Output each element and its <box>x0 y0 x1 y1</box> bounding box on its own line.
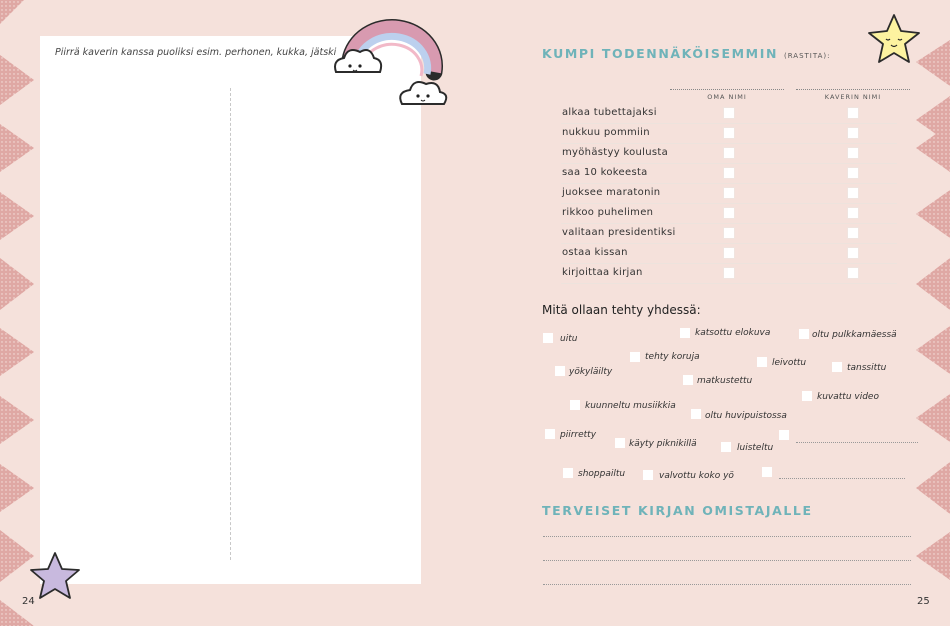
activity-label: piirretty <box>560 430 597 440</box>
drawing-divider <box>230 88 231 560</box>
likely-label: rikkoo puhelimen <box>562 207 654 218</box>
friend-name-line[interactable] <box>796 89 910 90</box>
greetings-line[interactable] <box>543 584 911 585</box>
activity-blank-line[interactable] <box>779 478 905 479</box>
friend-checkbox[interactable] <box>847 187 859 199</box>
own-checkbox[interactable] <box>723 107 735 119</box>
cloud-icon <box>335 50 381 72</box>
likely-label: alkaa tubettajaksi <box>562 107 657 118</box>
friend-checkbox[interactable] <box>847 127 859 139</box>
triangle-border-right <box>916 0 950 626</box>
likely-label: ostaa kissan <box>562 247 628 258</box>
likely-row <box>561 243 897 264</box>
likely-label: myöhästyy koulusta <box>562 147 669 158</box>
greetings-line[interactable] <box>543 536 911 537</box>
friend-checkbox[interactable] <box>847 227 859 239</box>
activity-label: yökyläilty <box>569 367 613 377</box>
likely-title-text: KUMPI TODENNÄKÖISEMMIN <box>542 46 779 61</box>
greetings-title: TERVEISET KIRJAN OMISTAJALLE <box>542 503 813 518</box>
likely-row <box>561 183 897 204</box>
likely-row <box>561 263 897 284</box>
star-icon <box>866 12 922 66</box>
activity-label: valvottu koko yö <box>659 471 734 481</box>
activity-label: käyty piknikillä <box>629 439 697 449</box>
activity-label: katsottu elokuva <box>695 328 771 338</box>
col-friend-name: KAVERIN NIMI <box>824 93 882 101</box>
friend-checkbox[interactable] <box>847 267 859 279</box>
likely-label: kirjoittaa kirjan <box>562 267 643 278</box>
activity-label: kuvattu video <box>817 392 879 402</box>
friend-checkbox[interactable] <box>847 247 859 259</box>
own-checkbox[interactable] <box>723 187 735 199</box>
likely-row <box>561 203 897 224</box>
activity-label: uitu <box>560 334 578 344</box>
activity-label: leivottu <box>772 358 807 368</box>
likely-label: nukkuu pommiin <box>562 127 650 138</box>
star-icon <box>28 550 82 602</box>
own-checkbox[interactable] <box>723 147 735 159</box>
own-checkbox[interactable] <box>723 247 735 259</box>
likely-title-note: (RASTITA) <box>783 52 828 60</box>
likely-row <box>561 223 897 244</box>
own-checkbox[interactable] <box>723 127 735 139</box>
likely-title-suffix: : <box>827 52 831 60</box>
activity-label: tehty koruja <box>645 352 700 362</box>
friend-checkbox[interactable] <box>847 147 859 159</box>
rainbow-icon <box>330 16 450 112</box>
own-checkbox[interactable] <box>723 267 735 279</box>
friend-checkbox[interactable] <box>847 107 859 119</box>
greetings-line[interactable] <box>543 560 911 561</box>
cloud-icon <box>400 82 446 104</box>
own-checkbox[interactable] <box>723 207 735 219</box>
activity-label: oltu pulkkamäessä <box>812 330 897 340</box>
activity-label: tanssittu <box>847 363 887 373</box>
activity-label: luisteltu <box>737 443 774 453</box>
likely-row <box>561 143 897 164</box>
own-checkbox[interactable] <box>723 167 735 179</box>
own-checkbox[interactable] <box>723 227 735 239</box>
activity-label: kuunneltu musiikkia <box>585 401 676 411</box>
activity-label: oltu huvipuistossa <box>705 411 787 421</box>
page-number-left: 24 <box>22 596 35 607</box>
activity-blank-line[interactable] <box>796 442 918 443</box>
friend-checkbox[interactable] <box>847 207 859 219</box>
likely-row <box>561 163 897 184</box>
activity-label: shoppailtu <box>578 469 626 479</box>
done-together-title: Mitä ollaan tehty yhdessä: <box>542 303 701 317</box>
col-own-name: OMA NIMI <box>707 93 747 101</box>
page-number-right: 25 <box>917 596 930 607</box>
triangle-border-left <box>0 0 34 626</box>
likely-title <box>542 46 830 61</box>
drawing-instruction: Piirrä kaverin kanssa puoliksi esim. perhonen, kukka, jätski <box>55 47 337 58</box>
likely-label: valitaan presidentiksi <box>562 227 676 238</box>
friend-checkbox[interactable] <box>847 167 859 179</box>
own-name-line[interactable] <box>670 89 784 90</box>
likely-label: saa 10 kokeesta <box>562 167 648 178</box>
likely-label: juoksee maratonin <box>562 187 661 198</box>
activity-label: matkustettu <box>697 376 753 386</box>
likely-row <box>561 123 897 144</box>
likely-row <box>561 103 897 124</box>
